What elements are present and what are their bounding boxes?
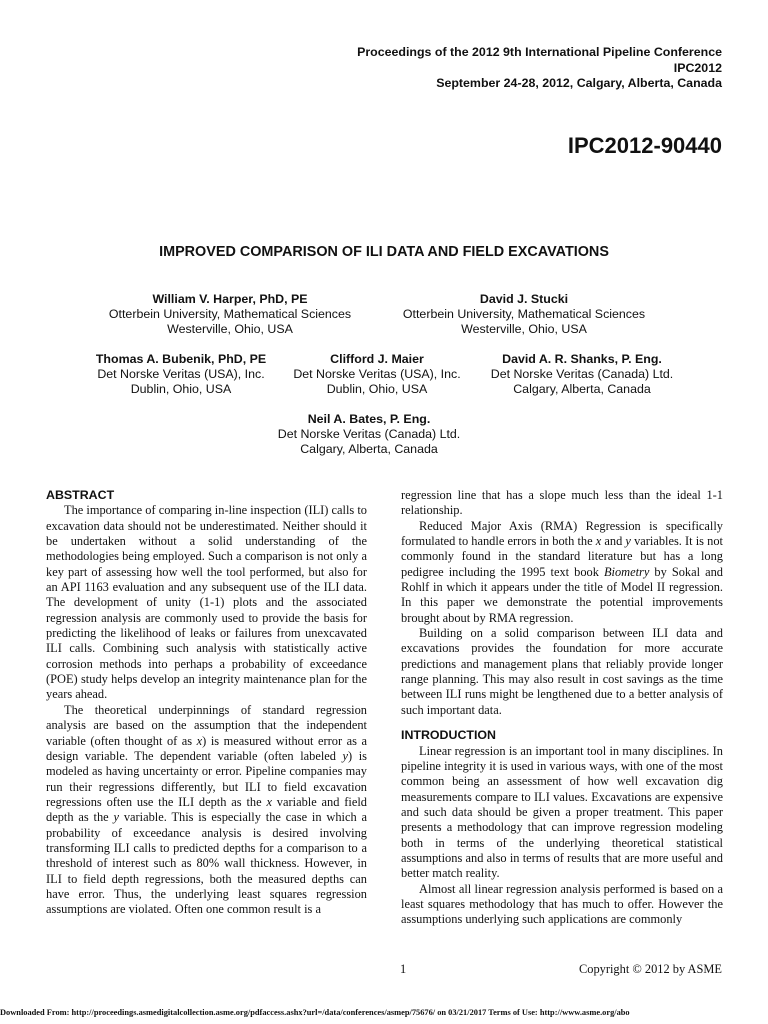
author-name: Thomas A. Bubenik, PhD, PE (95, 352, 267, 366)
author-name: David A. R. Shanks, P. Eng. (502, 352, 662, 366)
conference-header (357, 45, 722, 92)
author-block (96, 352, 266, 398)
conference-code: IPC2012 (673, 60, 722, 75)
author-name: David J. Stucki (479, 292, 569, 306)
author-affiliation: Det Norske Veritas (USA), Inc. (293, 367, 461, 382)
abstract-paragraph: regression line that has a slope much less than the ideal 1-1 relationship. (401, 488, 723, 518)
author-block (403, 292, 645, 338)
introduction-heading: INTRODUCTION (401, 728, 496, 743)
author-location: Dublin, Ohio, USA (326, 382, 428, 397)
author-block (109, 292, 351, 338)
paper-id: IPC2012-90440 (567, 133, 722, 158)
author-location: Westerville, Ohio, USA (461, 322, 587, 337)
author-location: Calgary, Alberta, Canada (513, 382, 651, 397)
author-location: Westerville, Ohio, USA (167, 322, 293, 337)
abstract-paragraph: The importance of comparing in-line inspection (ILI) calls to excavation data should not be underestimated. Neither should it be undertaken without a solid understanding of the methodologies being employed. Such a comparison is not only a key part of assessing how well the tool performed, but also for an API 1163 evaluation and any subsequent use of the ILI data. The development of unity (1-1) plots and the associated regression analysis are commonly used to provide the basis for predicting the likelihood of leaks or failures from unexcavated ILI calls. Combining such analysis with statistically active corrosion methods into perhaps a probability of exceedance (POE) study helps develop an integrity maintenance plan for the years ahead. (46, 503, 367, 702)
conference-dates: September 24-28, 2012, Calgary, Alberta, Canada (436, 76, 722, 90)
abstract-paragraph: Reduced Major Axis (RMA) Regression is specifically formulated to handle errors in both the x and y variables. It is not commonly found in the standard literature but has a long pedigree including the 1995 text book Biometry by Sokal and Rohlf in which it appears under the title of Model II regression. In this paper we demonstrate the potential improvements brought about by RMA regression. (401, 518, 723, 625)
paper-title: IMPROVED COMPARISON OF ILI DATA AND FIELD EXCAVATIONS (159, 244, 609, 260)
section-spacer (401, 718, 723, 728)
author-name: William V. Harper, PhD, PE (152, 292, 308, 306)
introduction-paragraph: Almost all linear regression analysis performed is based on a least squares methodology that has much to offer. However the assumptions underlying such applications are commonly (401, 881, 723, 927)
author-affiliation: Otterbein University, Mathematical Sciences (402, 307, 646, 322)
download-notice: Downloaded From: http://proceedings.asmedigitalcollection.asme.org/pdfaccess.ashx?url=/data/conferences/asmep/75676/ on 03/21/2017 Terms of Use: http://www.asme.org/abo (0, 1008, 630, 1017)
author-affiliation: Otterbein University, Mathematical Sciences (108, 307, 352, 322)
author-location: Dublin, Ohio, USA (130, 382, 232, 397)
right-column (401, 488, 723, 928)
author-name: Clifford J. Maier (330, 352, 424, 366)
abstract-paragraph: Building on a solid comparison between ILI data and excavations provides the foundation for more accurate predictions and management plans that reliably provide longer range planning. This may also result in cost savings as the time between ILI runs might be lengthened due to a better analysis of such important data. (401, 626, 723, 717)
author-affiliation: Det Norske Veritas (USA), Inc. (97, 367, 265, 382)
abstract-paragraph: The theoretical underpinnings of standard regression analysis are based on the assumption that the independent variable (often thought of as x) is measured without error as a design variable. The dependent variable (often labeled y) is modeled as having uncertainty or error. Pipeline companies may run their regressions differently, but ILI to field excavation regressions often use the ILI depth as the x variable and field depth as the y variable. This is especially the case in which a probability of exceedance analysis is desired involving transforming ILI calls to predicted depths for a comparison to a threshold of interest such as 80% wall thickness. However, in ILI to field depth regressions, both the measured depths can have error. Thus, the underlying least squares regression assumptions are violated. Often one common result is a (46, 702, 367, 917)
conference-name: Proceedings of the 2012 9th International Pipeline Conference (357, 45, 722, 59)
copyright-notice: Copyright © 2012 by ASME (579, 962, 722, 976)
abstract-heading: ABSTRACT (46, 488, 115, 502)
page-number: 1 (400, 962, 407, 976)
author-location: Calgary, Alberta, Canada (300, 442, 438, 457)
author-block (293, 352, 460, 398)
author-block (278, 412, 461, 458)
author-affiliation: Det Norske Veritas (Canada) Ltd. (490, 367, 674, 382)
left-column (46, 488, 367, 918)
author-block (491, 352, 674, 398)
introduction-paragraph: Linear regression is an important tool in many disciplines. In pipeline integrity it is used in various ways, with one of the most common being an assessment of how well excavation dig measurements compare to ILI values. Excavations are expensive and such data should be given a proper treatment. This paper presents a methodology that can improve regression modeling both in terms of the underlying theoretical statistical assumptions and also in terms of results that are more useful and better match reality. (401, 743, 723, 881)
author-name: Neil A. Bates, P. Eng. (307, 412, 431, 426)
author-affiliation: Det Norske Veritas (Canada) Ltd. (277, 427, 461, 442)
